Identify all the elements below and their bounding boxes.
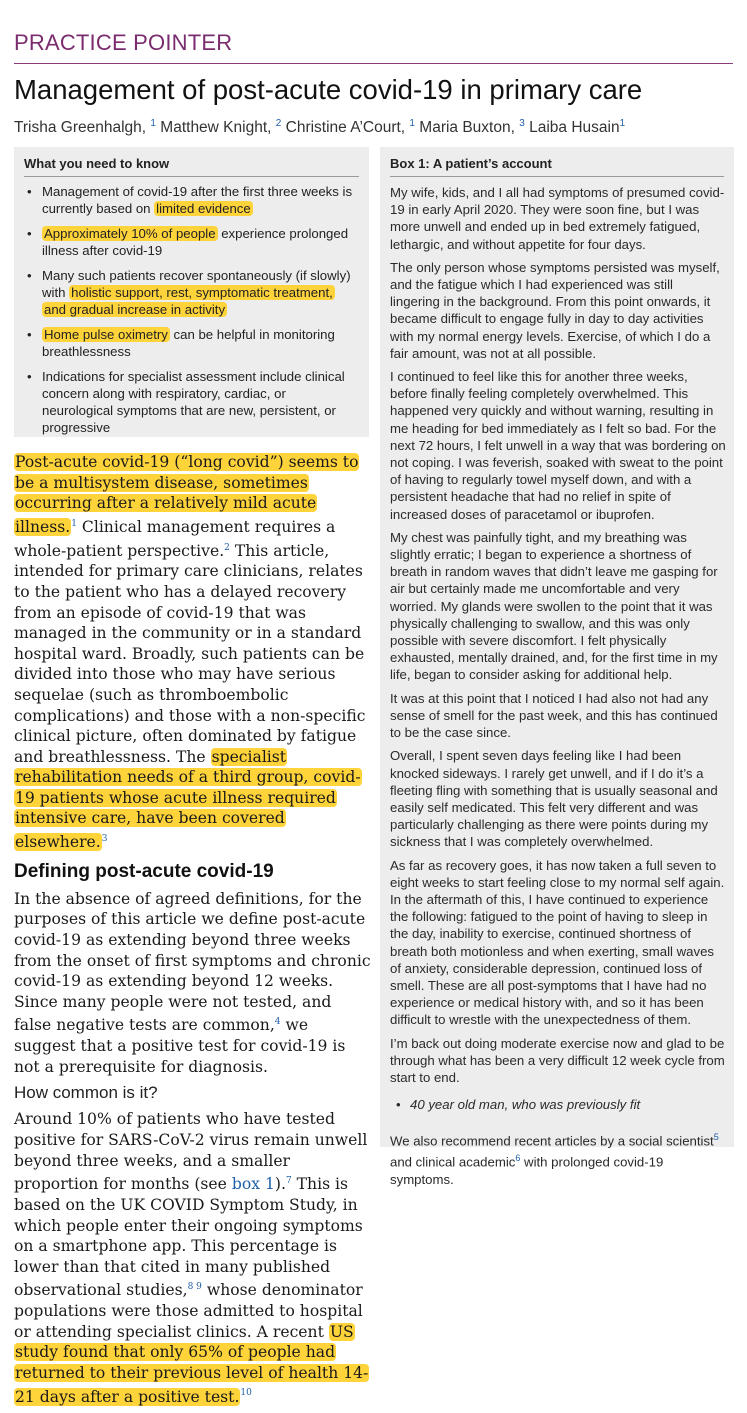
subsection-heading: How common is it? xyxy=(14,1083,158,1103)
section-heading: Defining post-acute covid-19 xyxy=(14,860,274,882)
body-paragraph: In the absence of agreed definitions, for the purposes of this article we define post-acute covid-19 as extending beyond three weeks from the onset of first symptoms and chronic covid-19 as extending beyond 12 weeks. Since many people were not tested, and false negative tests are common,$^4$ we suggest that a positive test for covid-19 is not a prerequisite for diagnosis. xyxy=(14,889,371,1076)
key-point: • Approximately 10% of people experience prolonged illness after covid-19 xyxy=(24,225,354,259)
story-paragraph: My wife, kids, and I all had symptoms of presumed covid-19 in early April 2020. They were soon fine, but I was more unwell and ended up in bed extremely fatigued, lethargic, and without appetite for four days. xyxy=(390,185,725,252)
article-title: Management of post-acute covid-19 in primary care xyxy=(14,74,643,105)
reference-link[interactable]: 1 xyxy=(71,518,77,529)
author-name: Trisha Greenhalgh, xyxy=(14,119,147,137)
article-kicker: PRACTICE POINTER xyxy=(14,30,233,55)
author-list xyxy=(14,118,734,137)
box-divider xyxy=(390,176,724,177)
affiliation-ref[interactable]: 1 xyxy=(150,118,156,129)
key-point: • Management of covid-19 after the first three weeks is currently based on limited evidence xyxy=(24,183,354,217)
highlight: limited evidence xyxy=(156,201,251,216)
key-points-list xyxy=(24,183,354,444)
story-paragraph: It was at this point that I noticed I had also not had any sense of smell for the past week, and this has continued to be the case since. xyxy=(390,690,718,741)
patient-account-box xyxy=(380,147,734,1187)
reference-link[interactable]: 3 xyxy=(101,834,108,845)
highlight: specialist rehabilitation needs of a third group, covid-19 patients whose acute illness required intensive care, have been covered elsewhere. xyxy=(15,747,361,852)
key-point: • Indications for specialist assessment include clinical concern along with respiratory, cardiac, or neurological symptoms that are new, persistent, or progressive xyxy=(24,368,354,436)
reference-link[interactable]: 7 xyxy=(285,1176,292,1187)
affiliation-ref[interactable]: 1 xyxy=(409,118,415,129)
highlight: Approximately 10% of people xyxy=(44,226,216,241)
reference-link[interactable]: 5 xyxy=(713,1132,719,1143)
reference-link[interactable]: 4 xyxy=(274,1017,281,1028)
story-paragraph: I’m back out doing moderate exercise now and glad to be through what has been a very difficult 12 week cycle from start to end. xyxy=(390,1035,725,1085)
recommendation-note: We also recommend recent articles by a social scientist$^5$ and clinical academic$^6$ with prolonged covid-19 symptoms. xyxy=(390,1132,719,1187)
highlight: US study found that only 65% of people had returned to their previous level of health 14-21 days after a positive test. xyxy=(15,1322,369,1406)
highlight: Home pulse oximetry xyxy=(44,327,168,342)
box-title: Box 1: A patient’s account xyxy=(390,156,552,171)
key-point: • Home pulse oximetry can be helpful in monitoring breathlessness xyxy=(24,326,354,360)
story-paragraph: The only person whose symptoms persisted was myself, and the fatigue which I had experienced was still lingering in the background. From this point onwards, it became difficult to engage fully in day to day activities with my normal energy levels. Exercise, of which I do a fair amount, was not at all possible. xyxy=(390,259,720,361)
story-attribution: • 40 year old man, who was previously fit xyxy=(390,1096,726,1113)
reference-link[interactable]: 10 xyxy=(240,1388,252,1399)
author-name: Christine A’Court, xyxy=(285,119,406,137)
author-name: Maria Buxton, xyxy=(419,119,515,137)
reference-link[interactable]: 6 xyxy=(515,1152,521,1163)
box-divider xyxy=(24,176,359,177)
story-paragraph: I continued to feel like this for another three weeks, before finally feeling completely overwhelmed. This happened very quickly and without warning, resulting in me heading for bed immediately as I felt so bad. For the next 72 hours, I felt unwell in a way that was bordering on not coping. I was feverish, soaked with sweat to the point of having to regularly towel myself down, and with a persistent headache that had no relief in spite of increased doses of paracetamol or ibuprofen. xyxy=(390,369,726,522)
box-title: What you need to know xyxy=(24,156,170,171)
affiliation-ref[interactable]: 2 xyxy=(275,118,282,129)
affiliation-ref[interactable]: 3 xyxy=(519,118,525,129)
highlight: holistic support, rest, symptomatic treatment, and gradual increase in activity xyxy=(44,285,333,317)
reference-link[interactable]: 2 xyxy=(224,542,230,553)
highlight: Post-acute covid-19 (“long covid”) seems to be a multisystem disease, sometimes occurring after a relatively mild acute illness. xyxy=(15,453,359,536)
main-column xyxy=(14,452,372,1413)
box-link[interactable]: box 1 xyxy=(231,1175,275,1194)
story-paragraph: My chest was painfully tight, and my breathing was slightly erratic; I began to experience a shortness of breath in random waves that didn’t leave me gasping for air but certainly made me uncomfortable and very worried. My glands were swollen to the point that it was physically challenging to swallow, and this was only possible with severe discomfort. I felt physically exhausted, mentally drained, and, for the first time in my life, began to consider asking for additional help. xyxy=(390,529,718,683)
story-paragraph: As far as recovery goes, it has now taken a full seven to eight weeks to start feeling close to my normal self again. In the aftermath of this, I have continued to experience the following: fatigued to the point of having to sleep in the day, inability to exercise, continued shortness of breath both motionless and when exerting, small waves of anxiety, considerable depression, continued loss of smell. These are all post-symptoms that I have had no experience or medical history with, and so it has been difficult to wrestle with the unexpectedness of them. xyxy=(390,857,725,1028)
body-paragraph: Around 10% of patients who have tested positive for SARS-CoV-2 virus remain unwell beyond three weeks, and a smaller proportion for months (see box 1).$^7$ This is based on the UK COVID Symptom Study, in which people enter their ongoing symptoms on a smartphone app. This percentage is lower than that cited in many published observational studies,$^{8 9}$ whose denominator populations were those admitted to hospital or attending specialist clinics. A recent US study found that only 65% of people had returned to their previous level of health 14-21 days after a positive test.$^{10}$ xyxy=(14,1110,369,1406)
author-name: Matthew Knight, xyxy=(160,119,272,137)
author-name: Laiba Husain xyxy=(529,119,620,137)
kicker-divider xyxy=(14,63,733,64)
key-point: • Many such patients recover spontaneously (if slowly) with holistic support, rest, symptomatic treatment, and gradual increase in activity xyxy=(24,267,354,318)
reference-link[interactable]: 8 9 xyxy=(187,1282,202,1293)
story-paragraph: Overall, I spent seven days feeling like I had been knocked sideways. I rarely get unwell, and if I do it’s a fleeting fling with something that is usually seasonal and easily self medicated. This felt very different and was particularly challenging as there were points during my sickness that I was completely overwhelmed. xyxy=(390,748,718,850)
what-you-need-to-know-box xyxy=(14,147,369,437)
affiliation-ref[interactable]: 1 xyxy=(619,118,626,129)
intro-paragraph: Post-acute covid-19 (“long covid”) seems to be a multisystem disease, sometimes occurring after a relatively mild acute illness.$^1$ Clinical management requires a whole-patient perspective.$^2$ This article, intended for primary care clinicians, relates to the patient who has a delayed recovery from an episode of covid-19 that was managed in the community or in a standard hospital ward. Broadly, such patients can be divided into those who may have serious sequelae (such as thromboembolic complications) and those with a non-specific clinical picture, often dominated by fatigue and breathlessness. The specialist rehabilitation needs of a third group, covid-19 patients whose acute illness required intensive care, have been covered elsewhere.$^3$ xyxy=(14,453,366,852)
patient-story xyxy=(390,184,726,1194)
